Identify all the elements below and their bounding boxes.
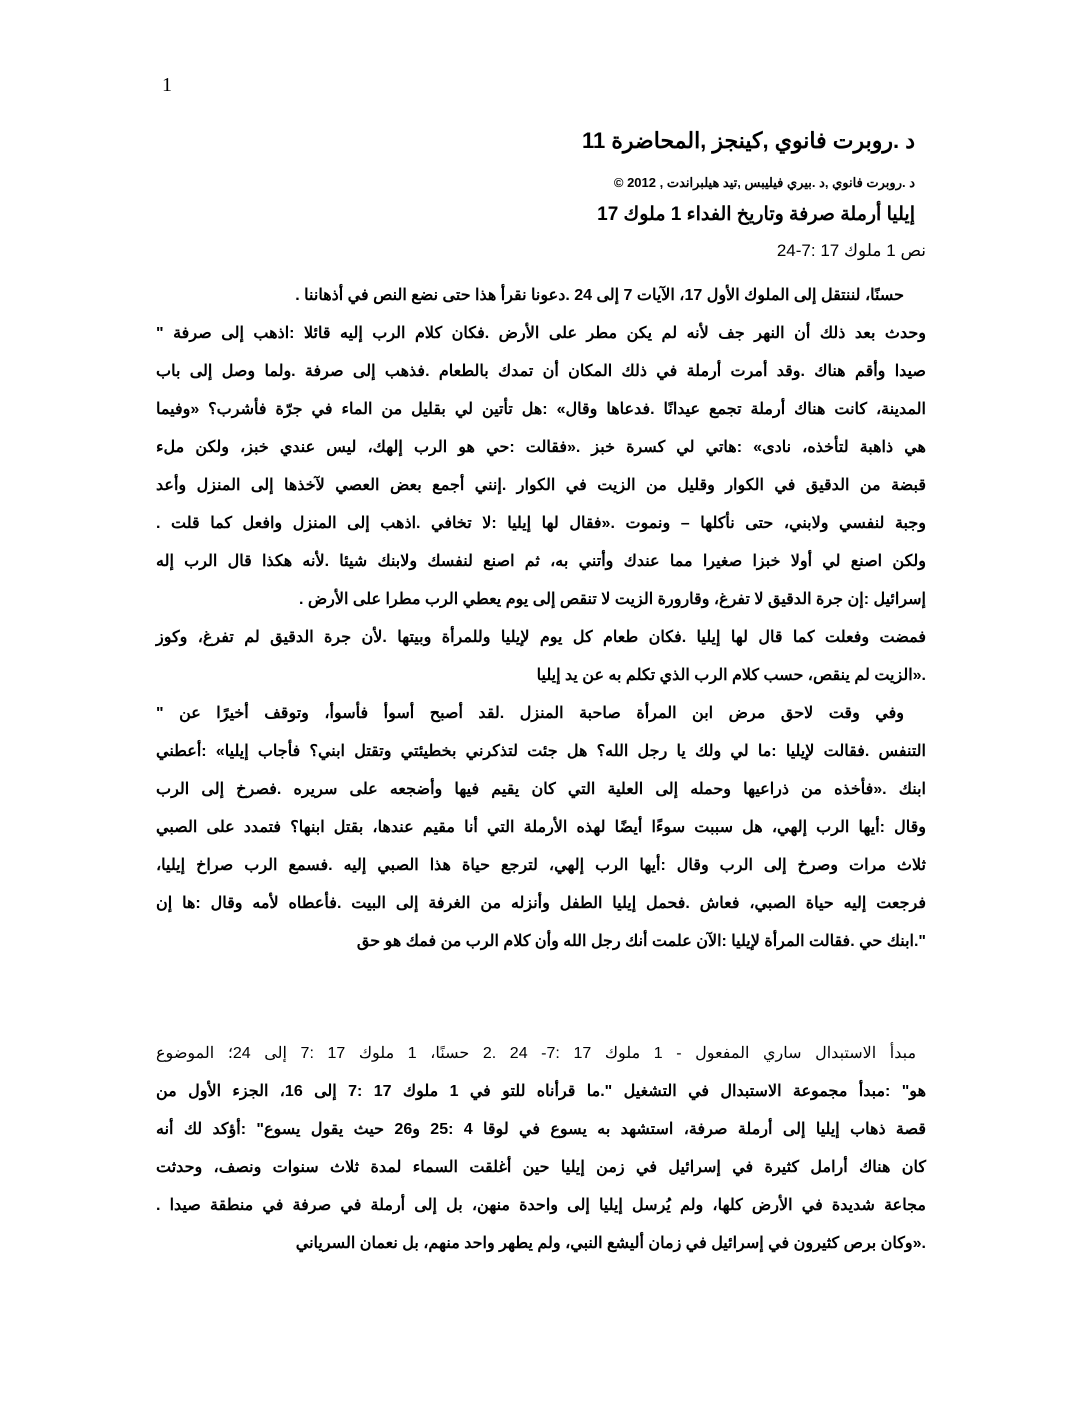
text-line: .«وكان برص كثيرون في إسرائيل في زمان أليشع النبي، ولم يطهر واحد منهم، بل نعمان السرياني bbox=[295, 1235, 926, 1252]
text-line: مجاعة شديدة في الأرض كلها، ولم يُرسل إيليا إلى واحدة منهن، بل إلى أرملة في صرفة في منطقة صيدا . bbox=[156, 1197, 926, 1214]
text-line: إسرائيل :إن جرة الدقيق لا تفرغ، وقارورة الزيت لا تنقص إلى يوم يعطي الرب مطرا على الأرض . bbox=[298, 591, 926, 608]
text-line: فمضت وفعلت كما قال لها إيليا .فكان طعام كل يوم لإيليا وللمرأة وبيتها .لأن جرة الدقيق لم تفرغ، وكوز bbox=[156, 629, 926, 646]
text-line: مبدأ الاستبدال ساري المفعول - 1 ملوك 17 :7- 24 .2 حسنًا، 1 ملوك 17 :7 إلى 24؛ الموضوع bbox=[156, 1045, 917, 1062]
lecture-title: د .روبرت فانوي ,كينجز ,المحاضرة 11 bbox=[582, 128, 915, 153]
commentary-paragraph bbox=[156, 1035, 926, 1263]
text-line: فرجعت إليه حياة الصبي، فعاش .فحمل إيليا الطفل وأنزله من الغرفة إلى البيت .فأعطاه لأمه وقال :ها إن bbox=[156, 895, 927, 912]
text-line: وجبة لنفسي ولابني، حتى نأكلها – ونموت .«فقال لها إيليا :لا تخافي .اذهب إلى المنزل وافعل كما قلت . bbox=[156, 515, 926, 532]
text-line: ثلاث مرات وصرخ إلى الرب وقال :أيها الرب إلهي، لترجع حياة هذا الصبي إليه .فسمع الرب صراخ إيليا، bbox=[156, 857, 926, 874]
text-line: كان هناك أرامل كثيرة في إسرائيل في زمن إيليا حين أغلقت السماء لمدة ثلاث سنوات ونصف، وحدثت bbox=[156, 1159, 926, 1176]
text-line: هي ذاهبة لتأخذه، نادى» :هاتي لي كسرة خبز .«فقالت :حي هو الرب إلهك، ليس عندي خبز، ولكن ملء bbox=[156, 439, 926, 456]
text-line: ابنك .«فأخذه من ذراعيها وحمله إلى العلية التي كان يقيم فيها وأضجعه على سريره .فصرخ إلى الرب bbox=[156, 781, 926, 798]
text-line: المدينة، كانت هناك أرملة تجمع عيدانًا .فدعاها وقال» :هل تأتين لي بقليل من الماء في جرّة فأشرب؟ «وفيما bbox=[156, 401, 926, 418]
text-line: وفي وقت لاحق مرض ابن المرأة صاحبة المنزل .لقد أصبح أسوأ فأسوأ، وتوقف أخيرًا عن " bbox=[156, 705, 904, 722]
scripture-passage bbox=[156, 277, 926, 961]
lecture-subtitle: إيليا أرملة صرفة وتاريخ الفداء 1 ملوك 17 bbox=[597, 204, 915, 225]
scripture-reference: نص 1 ملوك 17 :7-24 bbox=[776, 241, 926, 260]
text-line: .«الزيت لم ينقص، حسب كلام الرب الذي تكلم به عن يد إيليا bbox=[536, 667, 926, 684]
text-line: التنفس .فقالت لإيليا :ما لي ولك يا رجل الله؟ هل جئت لتذكرني بخطيئتي وتقتل ابني؟ فأجاب إيليا» :أعطني bbox=[156, 743, 926, 760]
text-line: وحدث بعد ذلك أن النهر جف لأنه لم يكن مطر على الأرض .فكان كلام الرب إليه قائلا :اذهب إلى صرفة " bbox=[156, 325, 926, 342]
text-line: حسنًا، لننتقل إلى الملوك الأول 17، الآيات 7 إلى 24 .دعونا نقرأ هذا حتى نضع النص في أذهاننا . bbox=[295, 287, 904, 304]
copyright-line: د .روبرت فانوي ,د .بيري فيليبس ,تيد هيلبراندت , 2012 © bbox=[613, 175, 915, 190]
text-line: هو" :مبدأ مجموعة الاستبدال في التشغيل ".ما قرأناه للتو في 1 ملوك 17 :7 إلى 16، الجزء الأول من bbox=[156, 1083, 927, 1100]
text-line: قصة ذهاب إيليا إلى أرملة صرفة، استشهد به يسوع في لوقا 4 :25 و26 حيث يقول يسوع" :أؤكد لك أنه bbox=[156, 1121, 927, 1138]
text-line: ولكن اصنع لي أولا خبزا صغيرا مما عندك وأتني به، ثم اصنع لنفسك ولابنك شيئا .لأنه هكذا قال الرب إله bbox=[156, 553, 926, 570]
text-line: وقال :أيها الرب إلهي، هل سببت سوءًا أيضًا لهذه الأرملة التي أنا مقيم عندها، بقتل ابنها؟ فتمدد على الصبي bbox=[156, 819, 927, 836]
text-line: قبضة من الدقيق في الكوار وقليل من الزيت في الكوار .إنني أجمع بعض العصي لآخذها إلى المنزل وأعد bbox=[156, 477, 926, 494]
text-line: ".ابنك حي .فقالت المرأة لإيليا :الآن علمت أنك رجل الله وأن كلام الرب من فمك هو حق bbox=[356, 933, 926, 950]
page-number: 1 bbox=[162, 74, 172, 96]
text-line: صيدا وأقم هناك .وقد أمرت أرملة في ذلك المكان أن تمدك بالطعام .فذهب إلى صرفة .ولما وصل إلى باب bbox=[156, 363, 926, 380]
